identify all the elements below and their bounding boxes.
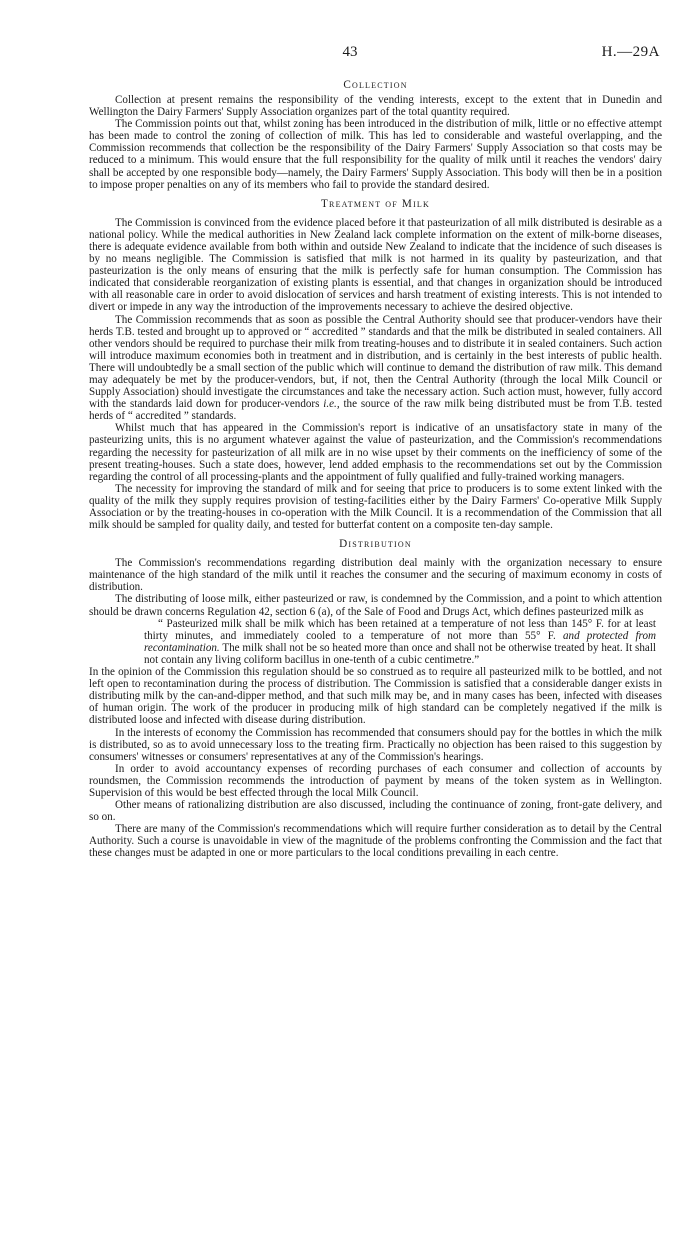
italic-text: i.e., <box>323 398 340 411</box>
paragraph: In the interests of economy the Commission has recommended that consumers should pay for the bottles in which the milk is distributed, so as to avoid unnecessary loss to the treating firm. Practically no objection has been raised to this suggestion by consumers' witnesses or consumers' representatives at any of the Commission's hearings. <box>89 726 662 763</box>
paragraph: Whilst much that has appeared in the Commission's report is indicative of an unsatisfactory state in many of the pasteurizing units, this is no argument whatever against the value of pasteurization, and the Commission's recommendations regarding the necessity for pasteurization of all milk are in no wise upset by their comments on the inefficiency of some of the present treating-houses. Such a state does, however, lend added emphasis to the recommendations set out by the Commission regarding the control of all processing-plants and the appointment of fully qualified and fully-trained working managers. <box>89 422 662 483</box>
page-number: 43 <box>342 44 358 60</box>
section-heading-collection: Collection <box>343 79 408 91</box>
paragraph: In the opinion of the Commission this regulation should be so construed as to require all pasteurized milk to be bottled, and not left open to recontamination during the process of distribution. The Commission is satisfied that a considerable danger exists in distributing milk by the can-and-dipper method, and that such milk may be, and in many cases has been, infected with diseases of human origin. The work of the producer in producing milk of high standard can be completely negatived if the milk is distributed loose and infected with disease during distribution. <box>89 666 662 727</box>
section-heading-distribution: Distribution <box>339 538 412 551</box>
block-quote <box>144 618 656 666</box>
quote-paragraph <box>144 618 656 666</box>
paragraph: There are many of the Commission's recommendations which will require further consideration as to detail by the Central Authority. Such a course is unavoidable in view of the magnitude of the problems confronting the Commission and the fact that these changes must be adapted in one or more particulars to the local conditions prevailing in each centre. <box>89 823 662 860</box>
document-reference: H.—29A <box>601 44 660 60</box>
paragraph: Collection at present remains the responsibility of the vending interests, except to the extent that in Dunedin and Wellington the Dairy Farmers' Supply Association organizes part of the total quantity required. <box>89 94 662 119</box>
paragraph: Other means of rationalizing distribution are also discussed, including the continuance of zoning, front-gate delivery, and so on. <box>89 799 662 824</box>
paragraph: The necessity for improving the standard of milk and for seeing that price to producers is to some extent linked with the quality of the milk they supply requires provision of testing-facilities either by the Dairy Farmers' Co-operative Milk Supply Association or by the treating-houses in co-operation with the Milk Council. It is a recommendation of the Commission that all milk should be sampled for quality daily, and tested for butterfat content on a composite ten-day sample. <box>89 482 662 532</box>
paragraph: The Commission is convinced from the evidence placed before it that pasteurization of all milk distributed is desirable as a national policy. While the medical authorities in New Zealand lack complete information on the extent of milk-borne diseases, there is adequate evidence available from both within and outside New Zealand to indicate that the incidence of such diseases is by no means negligible. The Commission is satisfied that milk is not harmed in its quality by pasteurization, and that pasteurization is the only means of ensuring that the milk is perfectly safe for human consumption. The Commission has indicated that considerable reorganization of existing plants is essential, and that changes in organization should be introduced with all reasonable care in order to avoid dislocation of services and harsh treatment of existing interests. This is not intended to divert or impede in any way the introduction of the improvements necessary to achieve the desired objective. <box>89 216 662 314</box>
page-header <box>0 44 700 64</box>
quote-text: The milk shall not be so heated more than once and shall not be otherwise treated by heat. It shall not contain any living coliform bacillus in one-tenth of a cubic centimetre.” <box>144 641 656 666</box>
paragraph: In order to avoid accountancy expenses of recording purchases of each consumer and collection of accounts by roundsmen, the Commission recommends the introduction of payment by means of the token system as in Wellington. Supervision of this would be best effected through the local Milk Council. <box>89 762 662 799</box>
paragraph: The Commission's recommendations regarding distribution deal mainly with the organization necessary to ensure maintenance of the high standard of the milk until it reaches the consumer and the securing of maximum economy in costs of distribution. <box>89 557 662 594</box>
italic-text: and protected from recontamination. <box>144 629 657 654</box>
paragraph: The Commission points out that, whilst zoning has been introduced in the distribution of milk, little or no effective attempt has been made to control the zoning of collection of milk. This has led to considerable and wasteful overlapping, and the Commission recommends that collection be the responsibility of the Dairy Farmers' Supply Association so that costs may be reduced to a minimum. This would ensure that the full responsibility for the quality of milk until it reaches the vendors' dairy shall be accepted by one responsible body—namely, the Dairy Farmers' Supply Association. This body will then be in a position to impose proper penalties on any of its members who fail to provide the standard desired. <box>89 118 662 191</box>
body-column <box>89 78 662 860</box>
paragraph: The distributing of loose milk, either pasteurized or raw, is condemned by the Commission, and a point to which attention should be drawn concerns Regulation 42, section 6 (a), of the Sale of Food and Drugs Act, which defines pasteurized milk as <box>89 593 662 618</box>
paragraph <box>89 314 662 423</box>
paragraph-text: The Commission recommends that as soon as possible the Central Authority should see that producer-vendors have their herds T.B. tested and brought up to approved or “ accredited ” standards and that the milk be distributed in sealed containers. All other vendors should be required to purchase their milk from treating-houses and to distribute it in sealed containers. Such action will introduce maximum economies both in treatment and in distribution, and is certainly in the best interests of public health. There will undoubtedly be a small section of the public which will continue to demand the distribution of raw milk. This demand may adequately be met by the producer-vendors, but, if not, then the Central Authority (through the local Milk Council or Supply Association) should investigate the circumstances and take the necessary action. Such action must, however, fully accord with the standards laid down for producer-vendors <box>89 313 662 411</box>
section-heading-treatment-of-milk: Treatment of Milk <box>321 197 430 210</box>
quote-text: “ Pasteurized milk shall be milk which has been retained at a temperature of not less than 145° F. for at least thirty minutes, and immediately cooled to a temperature of not more than 55° F. <box>144 617 656 642</box>
paragraph-text: the source of the raw milk being distributed must be from T.B. tested herds of “ accredited ” standards. <box>89 398 662 423</box>
